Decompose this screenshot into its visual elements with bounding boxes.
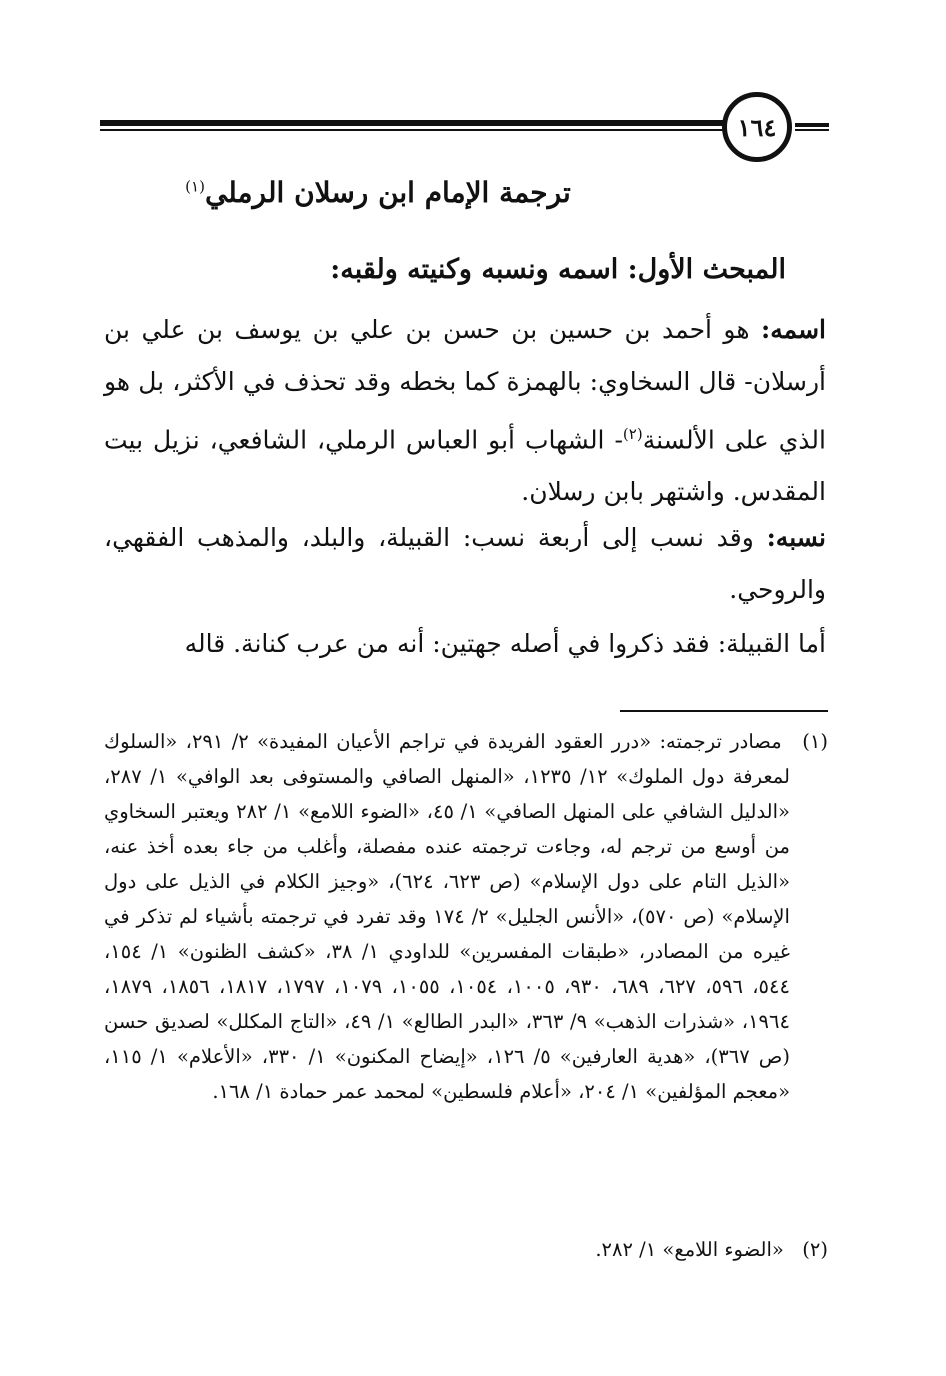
section-heading: المبحث الأول: اسمه ونسبه وكنيته ولقبه: — [330, 254, 786, 285]
footnote-2 — [104, 1232, 828, 1267]
page-number-badge — [722, 92, 792, 162]
page-number: ١٦٤ — [737, 112, 777, 142]
header-rule-tail-thin — [795, 129, 829, 131]
paragraph-text: وقد نسب إلى أربعة نسب: القبيلة، والبلد، والمذهب الفقهي، والروحي. — [104, 523, 826, 604]
header-rule-thick — [100, 120, 723, 126]
paragraph-text: أما القبيلة: فقد ذكروا في أصله جهتين: أنه من عرب كنانة. قاله — [184, 629, 826, 658]
footnote-body — [104, 1232, 828, 1267]
header-rule-tail-thick — [795, 123, 829, 127]
paragraph-name — [104, 304, 826, 518]
title-text: ترجمة الإمام ابن رسلان الرملي — [204, 176, 571, 209]
paragraph-lead: اسمه: — [761, 315, 826, 344]
header-rule-thin — [100, 129, 723, 131]
paragraph-text: هو أحمد بن حسين بن حسن بن علي بن يوسف بن علي بن أرسلان- قال السخاوي: بالهمزة كما بخطه وقد تحذف في الأكثر، بل هو الذي على الألسنة — [104, 315, 826, 455]
paragraph-lineage — [104, 512, 826, 616]
footnote-number: (١) — [802, 730, 828, 753]
footnote-text: «الضوء اللامع» ١/ ٢٨٢. — [595, 1238, 784, 1261]
footnote-body — [104, 724, 828, 1109]
header-rule-tail — [795, 123, 829, 131]
footnote-text: مصادر ترجمته: «درر العقود الفريدة في تراجم الأعيان المفيدة» ٢/ ٢٩١، «السلوك لمعرفة دول الملوك» ١٢/ ١٢٣٥، «المنهل الصافي والمستوفى بعد الوافي» ١/ ٢٨٧، «الدليل الشافي على المنهل الصافي» ١/ ٤٥، «الضوء اللامع» ١/ ٢٨٢ ويعتبر السخاوي من أوسع من ترجم له، وجاءت ترجمته عنده مفصلة، وأغلب من جاء بعده أخذ عنه، «الذيل التام على دول الإسلام» (ص ٦٢٣، ٦٢٤)، «وجيز الكلام في الذيل على دول الإسلام» (ص ٥٧٠)، «الأنس الجليل» ٢/ ١٧٤ وقد تفرد في ترجمته بأشياء لم تذكر في غيره من المصادر، «طبقات المفسرين» للداودي ١/ ٣٨، «كشف الظنون» ١/ ١٥٤، ٥٤٤، ٥٩٦، ٦٢٧، ٦٨٩، ٩٣٠، ١٠٠٥، ١٠٥٤، ١٠٥٥، ١٠٧٩، ١٧٩٧، ١٨١٧، ١٨٥٦، ١٨٧٩، ١٩٦٤، «شذرات الذهب» ٩/ ٣٦٣، «البدر الطالع» ١/ ٤٩، «التاج المكلل» لصديق حسن (ص ٣٦٧)، «هدية العارفين» ٥/ ١٢٦، «إيضاح المكنون» ١/ ٣٣٠، «الأعلام» ١/ ١١٥، «معجم المؤلفين» ١/ ٢٠٤، «أعلام فلسطين» لمحمد عمر حمادة ١/ ١٦٨. — [104, 730, 791, 1103]
header-double-rule — [100, 120, 723, 134]
footnote-number: (٢) — [802, 1238, 828, 1261]
footnote-separator — [620, 710, 828, 712]
footnote-1 — [104, 724, 828, 1109]
paragraph-lead: نسبه: — [766, 523, 826, 552]
paragraph-footnote-ref: (٢) — [622, 425, 643, 443]
title-footnote-ref: (١) — [185, 177, 205, 196]
paragraph-text-continued: - الشهاب أبو العباس الرملي، الشافعي، نزيل بيت المقدس. واشتهر بابن رسلان. — [104, 425, 826, 507]
paragraph-tribe — [104, 618, 826, 670]
page-title — [100, 176, 656, 209]
